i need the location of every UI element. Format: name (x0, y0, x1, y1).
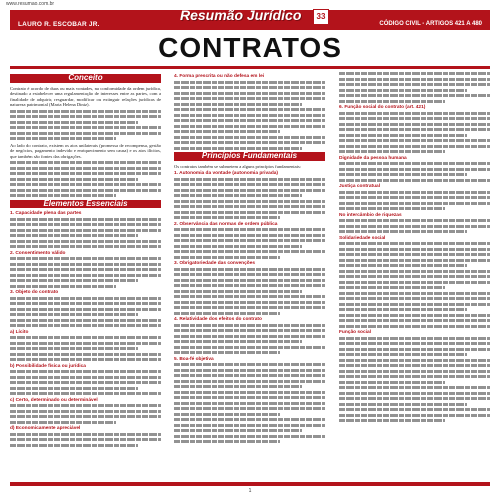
text-block (10, 297, 161, 328)
text-block (174, 178, 325, 220)
bullet-solidariedade: Solidariedade social (339, 235, 386, 241)
text-block (10, 161, 161, 197)
text-block (339, 162, 490, 182)
acts-paragraph: Ao lado do contrato, existem os atos unilaterais (promessa de recompensa, gestão de negócios, pagamento indevido e enriquecimento sem causa) e os atos ilícitos, que também são fontes das obrigações. (10, 142, 161, 159)
author-name: LAURO R. ESCOBAR JR. (18, 21, 100, 28)
column-2 (174, 72, 325, 446)
text-block (339, 191, 490, 211)
site-url: www.resumao.com.br (6, 1, 55, 7)
text-block (174, 268, 325, 315)
principle-funcao-social: 6. Função social do contrato (art. 421) (339, 105, 426, 110)
text-block (174, 363, 325, 443)
bullet-dignidade: Dignidade da pessoa humana (339, 155, 407, 161)
bullet-justica: Justiça contratual (339, 184, 381, 189)
text-block (10, 433, 161, 447)
text-block (10, 218, 161, 249)
section-heading-conceito: Conceito (10, 74, 161, 83)
text-block (10, 257, 161, 288)
item-objeto: 3. Objeto do contrato (10, 290, 59, 295)
text-block (339, 337, 490, 423)
page-title: CONTRATOS (158, 32, 342, 63)
principle-obrigatoriedade: 3. Obrigatoriedade das convenções (174, 261, 256, 266)
text-block (174, 324, 325, 355)
text-block (174, 81, 325, 150)
code-reference: CÓDIGO CIVIL - ARTIGOS 421 A 480 (379, 21, 482, 27)
footer-bar (10, 482, 490, 486)
principle-boa-fe: 5. Boa-fé objetiva (174, 356, 214, 362)
item-consentimento: 2. Consentimento válido (10, 250, 66, 256)
item-forma: 4. Forma prescrita ou não defesa em lei (174, 74, 265, 79)
text-block (10, 336, 161, 361)
subitem-licito: a) Lícito (10, 329, 29, 335)
section-heading-elementos: Elementos Essenciais (10, 200, 161, 209)
brand-logo (180, 7, 326, 27)
bullet-intercambio: No intercâmbio de riquezas (339, 212, 402, 218)
text-block (10, 370, 161, 395)
item-capacidade: 1. Capacidade plena das partes (10, 211, 82, 216)
subitem-possibilidade: b) Possibilidade física ou jurídica (10, 363, 86, 369)
section-heading-principios: Princípios Fundamentais (174, 152, 325, 161)
subitem-economico: d) Economicamente apreciável (10, 426, 81, 431)
text-block (339, 72, 490, 103)
text-block (10, 404, 161, 424)
text-block (339, 112, 490, 154)
bullet-funcao-social: Função social (339, 330, 371, 335)
principle-autonomia: 1. Autonomia da vontade (autonomia privada) (174, 171, 279, 176)
column-1 (10, 72, 161, 449)
text-block (339, 219, 490, 233)
principle-relatividade: 4. Relatividade dos efeitos do contrato (174, 317, 262, 322)
principles-intro: Os contratos também se submetem a alguns princípios fundamentais: (174, 163, 302, 169)
page-number: 1 (248, 488, 252, 494)
text-block (174, 228, 325, 259)
text-block (10, 110, 161, 141)
principle-ordem-publica: 2. Observância das normas de ordem pública (174, 221, 278, 227)
series-number: 33 (313, 9, 329, 25)
brand-name: Resumão Jurídico (180, 7, 302, 23)
concept-paragraph: Contrato é acordo de duas ou mais vontades, na conformidade da ordem jurídica, destinado a estabelecer uma regulamentação de interesses entre as partes, com a finalidade de adquirir, resguardar, modificar ou extinguir relações jurídicas de natureza patrimonial (Maria Helena Diniz). (10, 85, 161, 107)
column-3 (339, 72, 490, 425)
title-divider (10, 66, 490, 69)
text-block (339, 242, 490, 328)
subitem-certo: c) Certo, determinado ou determinável (10, 397, 98, 403)
